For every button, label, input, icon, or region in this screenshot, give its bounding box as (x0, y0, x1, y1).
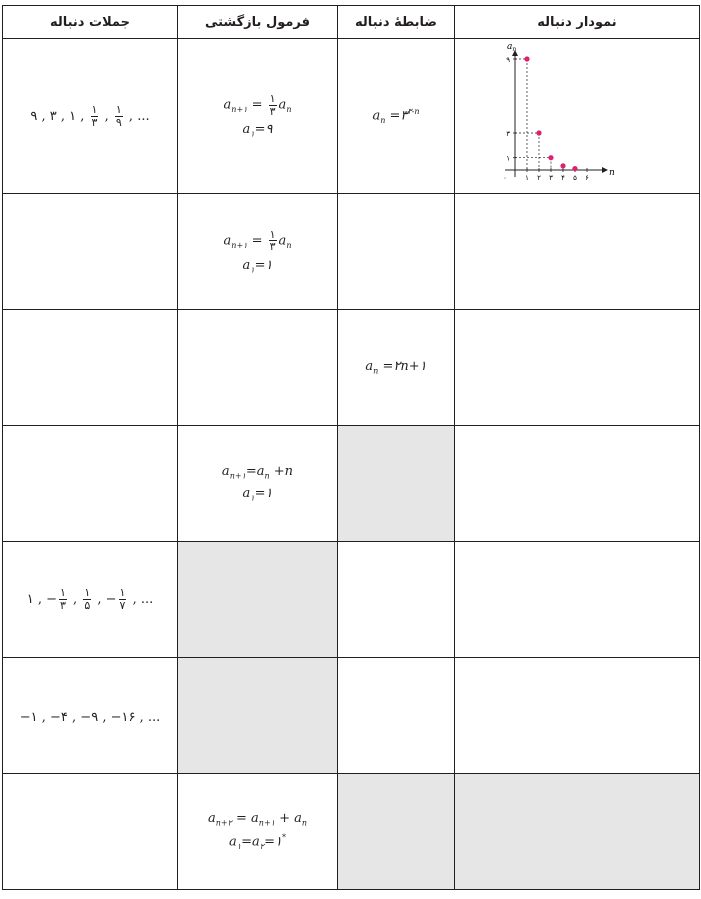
rule-formula: $a_n$ =۲n+۱ (365, 358, 427, 376)
y-axis-label: $a_n$ (507, 42, 517, 53)
header-rule: ضابطهٔ دنباله (338, 6, 455, 39)
x-axis-label: n (609, 168, 615, 178)
header-graph: نمودار دنباله (455, 6, 700, 39)
recursive-formula: $a_{n+۱}$ = $\frac{۱}{۳}$ $a_n$ $a_۱=۱$ (223, 227, 292, 275)
x-tick-label: ۳ (549, 174, 553, 182)
x-tick-label: ۲ (537, 174, 541, 182)
terms-cell (3, 39, 178, 194)
x-tick-label: ۰ (503, 174, 507, 182)
data-point (536, 130, 541, 135)
fraction: $\frac{۱}{۳}$ (91, 102, 98, 129)
fraction: $\frac{۱}{۹}$ (115, 102, 122, 129)
terms-row5: ۱ , − $\frac{۱}{۳}$ , $\frac{۱}{۵}$ , − $\frac{۱}{۷}$ , ... (26, 586, 154, 612)
rule-cell (338, 39, 455, 194)
shaded-cell (178, 542, 338, 658)
data-point (524, 56, 529, 61)
graph-cell (455, 542, 700, 658)
recursive-formula: $a_{n+۱}$ = $\frac{۱}{۳}$ $a_n$ $a_۱=۹$ (223, 92, 292, 139)
y-tick-label: ۱ (506, 154, 510, 163)
table-row (3, 426, 700, 542)
shaded-cell (178, 658, 338, 774)
graph-cell (455, 426, 700, 542)
sequence-graph (457, 39, 697, 189)
table-row (3, 194, 700, 310)
terms-row1: ۹ , ۳ , ۱ , $\frac{۱}{۳}$ , $\frac{۱}{۹}$ , ... (30, 102, 150, 129)
data-point (548, 155, 553, 160)
recursive-cell (178, 39, 338, 194)
terms-cell (3, 542, 178, 658)
recursive-cell (178, 774, 338, 890)
recursive-cell (178, 426, 338, 542)
shaded-cell (338, 426, 455, 542)
recursive-cell (178, 194, 338, 310)
shaded-cell (455, 774, 700, 890)
terms-cell (3, 658, 178, 774)
x-tick-label: ۶ (585, 174, 589, 182)
rule-cell (338, 542, 455, 658)
recursive-cell (178, 310, 338, 426)
shaded-cell (338, 774, 455, 890)
rule-cell (338, 310, 455, 426)
y-tick-label: ۳ (506, 130, 510, 138)
data-point (560, 163, 565, 168)
x-tick-label: ۴ (561, 174, 565, 182)
recursive-formula: $a_{n+۲} = a_{n+۱} + a_n$ $a_۱=a_۲=۱^*$ (207, 811, 308, 851)
table-row (3, 658, 700, 774)
header-recursive: فرمول بازگشتی (178, 6, 338, 39)
terms-row6: −۱ , −۴ , −۹ , −۱۶ , ... (19, 710, 161, 725)
terms-cell (3, 194, 178, 310)
header-terms: جملات دنباله (3, 6, 178, 39)
x-tick-label: ۵ (573, 174, 577, 182)
y-tick-label: ۹ (506, 56, 510, 64)
rule-formula: $a_n$ $=۳^{۳-n}$ (372, 106, 420, 125)
graph-cell (455, 39, 700, 194)
graph-cell (455, 658, 700, 774)
graph-cell (455, 310, 700, 426)
header-row (3, 6, 700, 39)
table-row (3, 542, 700, 658)
table-row (3, 39, 700, 194)
data-point (572, 166, 577, 171)
sequence-table (2, 5, 700, 890)
terms-cell (3, 774, 178, 890)
terms-cell (3, 310, 178, 426)
graph-cell (455, 194, 700, 310)
rule-cell (338, 194, 455, 310)
terms-cell (3, 426, 178, 542)
rule-cell (338, 658, 455, 774)
recursive-formula: $a_{n+۱}=a_n +n$ $a_۱=۱$ (221, 463, 294, 503)
table-row (3, 310, 700, 426)
x-tick-label: ۱ (525, 174, 529, 182)
table-row (3, 774, 700, 890)
